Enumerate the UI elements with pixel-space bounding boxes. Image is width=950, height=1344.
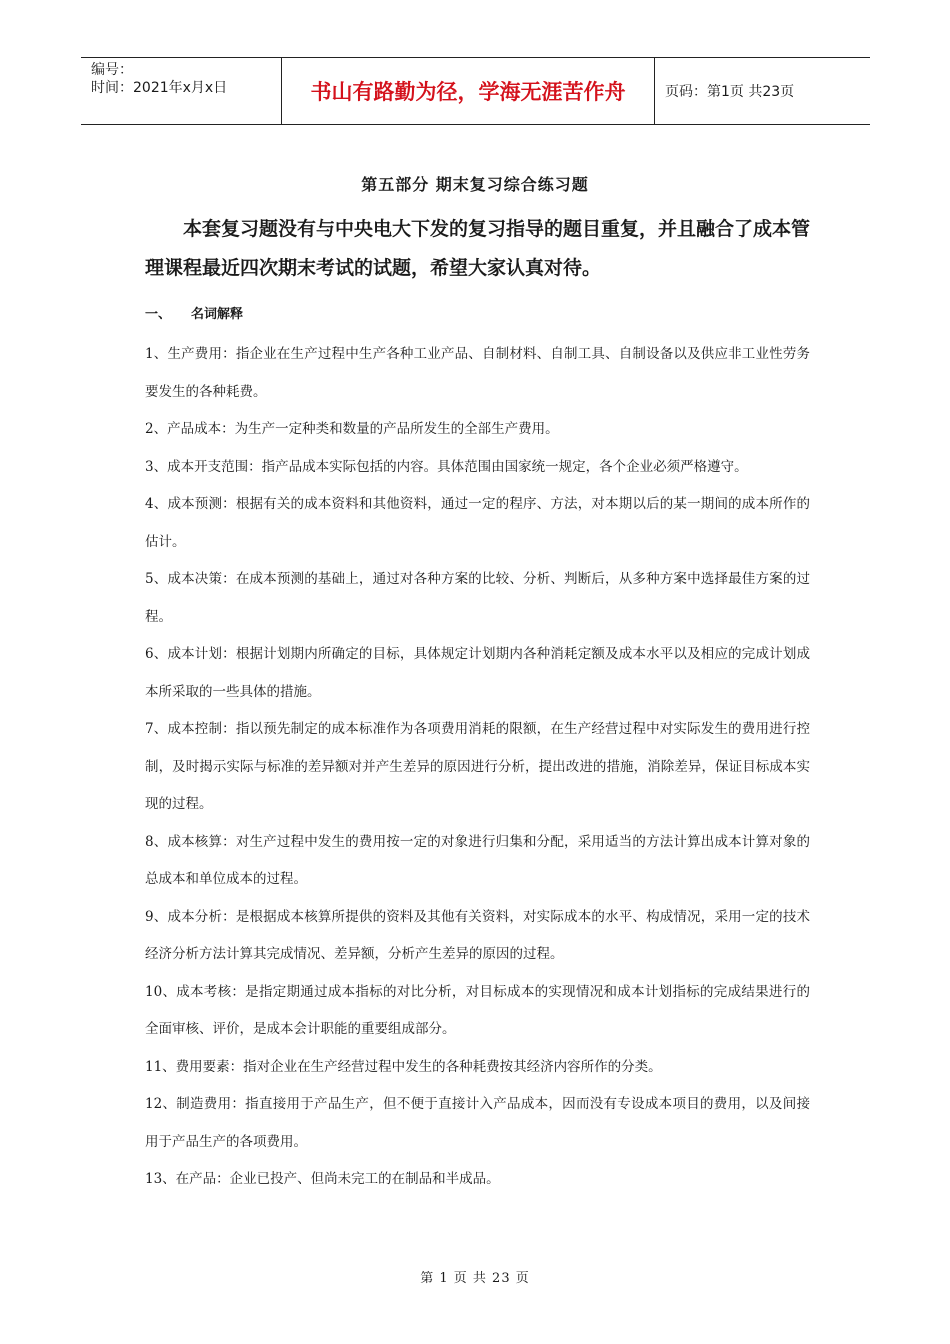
definition-item: 9、成本分析：是根据成本核算所提供的资料及其他有关资料，对实际成本的水平、构成情况，采用一定的技术经济分析方法计算其完成情况、差异额，分析产生差异的原因的过程。 [145, 908, 810, 962]
page-header [81, 57, 870, 125]
header-page-info: 页码：第1页 共23页 [665, 84, 795, 100]
definition-item: 5、成本决策：在成本预测的基础上，通过对各种方案的比较、分析、判断后，从多种方案中选择最佳方案的过程。 [145, 571, 810, 625]
intro-paragraph: 本套复习题没有与中央电大下发的复习指导的题目重复，并且融合了成本管理课程最近四次期末考试的试题，希望大家认真对待。 [145, 218, 811, 279]
section-label: 名词解释 [191, 307, 244, 322]
definition-item: 4、成本预测：根据有关的成本资料和其他资料，通过一定的程序、方法，对本期以后的某一期间的成本所作的估计。 [145, 496, 810, 550]
document-number-label: 编号： [91, 62, 133, 78]
header-meta [81, 58, 281, 124]
definition-list [145, 336, 810, 1199]
definition-item: 8、成本核算：对生产过程中发生的费用按一定的对象进行归集和分配，采用适当的方法计算出成本计算对象的总成本和单位成本的过程。 [145, 833, 810, 887]
definition-item: 6、成本计划：根据计划期内所确定的目标，具体规定计划期内各种消耗定额及成本水平以及相应的完成计划成本所采取的一些具体的措施。 [145, 646, 810, 700]
definition-item: 7、成本控制：指以预先制定的成本标准作为各项费用消耗的限额，在生产经营过程中对实际发生的费用进行控制，及时揭示实际与标准的差异额对并产生差异的原因进行分析，提出改进的措施，消除差异，保证目标成本实现的过程。 [145, 721, 810, 812]
definition-item: 10、成本考核：是指定期通过成本指标的对比分析，对目标成本的实现情况和成本计划指标的完成结果进行的全面审核、评价，是成本会计职能的重要组成部分。 [145, 983, 810, 1037]
page-title: 第五部分 期末复习综合练习题 [361, 175, 589, 194]
definition-item: 12、制造费用：指直接用于产品生产，但不便于直接计入产品成本，因而没有专设成本项目的费用，以及间接用于产品生产的各项费用。 [145, 1096, 810, 1150]
page-footer: 第 1 页 共 23 页 [420, 1271, 530, 1286]
header-motto: 书山有路勤为径，学海无涯苦作舟 [281, 58, 655, 124]
section-number: 一、 [145, 307, 172, 322]
definition-item: 3、成本开支范围：指产品成本实际包括的内容。具体范围由国家统一规定，各个企业必须严格遵守。 [145, 458, 748, 475]
definition-item: 11、费用要素：指对企业在生产经营过程中发生的各种耗费按其经济内容所作的分类。 [145, 1058, 662, 1075]
definition-item: 2、产品成本：为生产一定种类和数量的产品所发生的全部生产费用。 [145, 421, 559, 437]
definition-item: 13、在产品：企业已投产、但尚未完工的在制品和半成品。 [145, 1171, 500, 1187]
section-heading [145, 303, 263, 322]
definition-item: 1、生产费用：指企业在生产过程中生产各种工业产品、自制材料、自制工具、自制设备以及供应非工业性劳务要发生的各种耗费。 [145, 346, 810, 400]
document-time-label: 时间：2021年x月x日 [91, 80, 228, 96]
